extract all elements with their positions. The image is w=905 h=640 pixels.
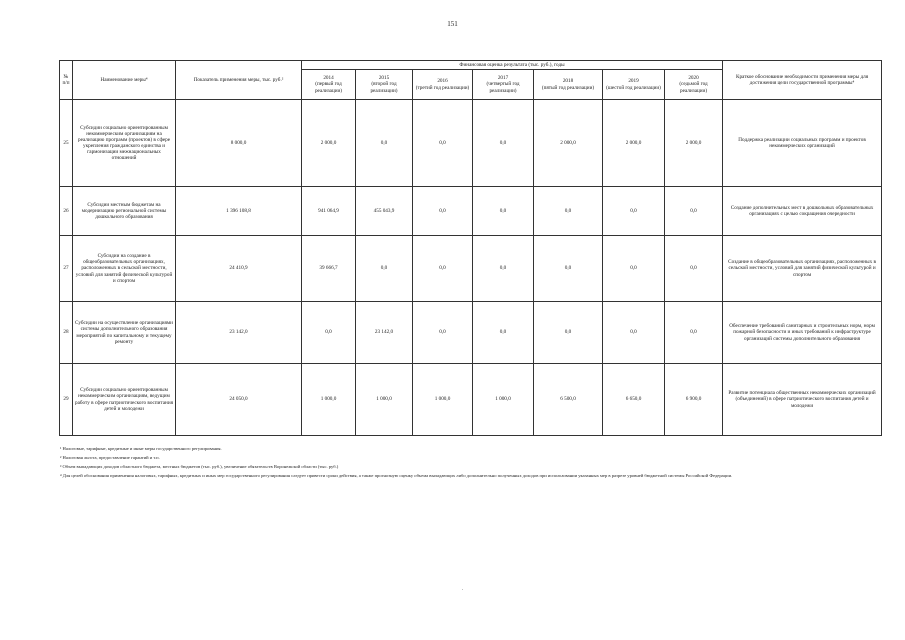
row-value: 6 650,0 — [603, 364, 665, 436]
row-value: 0,0 — [534, 302, 603, 364]
row-value: 0,0 — [534, 236, 603, 302]
row-value: 1 000,0 — [413, 364, 473, 436]
row-value: 455 043,9 — [356, 187, 413, 236]
header-year-label: 2015 — [378, 75, 390, 82]
header-year-2019 — [603, 70, 665, 100]
row-value: 0,0 — [665, 236, 723, 302]
row-value: 6 500,0 — [534, 364, 603, 436]
header-year-2015 — [356, 70, 413, 100]
row-value: 1 000,0 — [356, 364, 413, 436]
footnote-3: ³ Объем выпадающих доходов областного бюджета, местных бюджетов (тыс. руб.), увеличение обязательств Воронежской области (тыс. руб.) — [60, 463, 339, 469]
header-year-note: (второй год реализации) — [370, 81, 398, 94]
table-row — [60, 187, 882, 236]
header-year-2014 — [302, 70, 356, 100]
header-year-2018 — [534, 70, 603, 100]
header-year-label: 2014 — [323, 75, 334, 82]
header-year-2016 — [413, 70, 473, 100]
table-row — [60, 302, 882, 364]
row-value: 0,0 — [603, 236, 665, 302]
row-num: 26 — [60, 187, 73, 236]
row-value: 0,0 — [534, 187, 603, 236]
row-num: 29 — [60, 364, 73, 436]
header-justification: Краткое обоснование необходимости применения меры для достижения цели государственной программы⁴ — [723, 61, 882, 100]
row-value: 0,0 — [413, 100, 473, 187]
row-value: 23 142,0 — [356, 302, 413, 364]
row-value: 0,0 — [473, 187, 534, 236]
header-year-note: (третий год реализации) — [415, 84, 470, 91]
row-num: 28 — [60, 302, 73, 364]
header-year-label: 2018 — [562, 78, 574, 85]
row-justification: Обеспечение требований санитарных и строительных норм, норм пожарной безопасности и иных требований к инфраструктуре организаций системы дополнительного образования — [723, 302, 882, 364]
row-value: 0,0 — [603, 302, 665, 364]
header-year-note: (пятый год реализации) — [541, 84, 595, 91]
row-value: 39 666,7 — [302, 236, 356, 302]
row-name: Субсидии на осуществление организациями системы дополнительного образования мероприятий по капитальному и текущему ремонту — [73, 302, 176, 364]
row-indicator: 23 142,0 — [176, 302, 302, 364]
table-body — [60, 100, 882, 436]
header-year-label: 2019 — [628, 78, 639, 85]
footnotes — [60, 446, 882, 482]
row-value: 1 000,0 — [473, 364, 534, 436]
row-value: 0,0 — [473, 302, 534, 364]
footnote-2: ² Налоговая льгота, предоставление гарантий и т.п. — [60, 454, 160, 460]
header-year-note: (седьмой год реализации) — [679, 81, 708, 94]
row-justification: Создание дополнительных мест в дошкольных образовательных организациях с целью сокращения очередности — [723, 187, 882, 236]
row-name: Субсидии на создание в общеобразовательных организациях, расположенных в сельской местности, условий для занятий физической культурой и спортом — [73, 236, 176, 302]
table-row — [60, 236, 882, 302]
header-year-2020 — [665, 70, 723, 100]
row-justification: Создание в общеобразовательных организациях, расположенных в сельской местности, условий для занятий физической культурой и спортом — [723, 236, 882, 302]
header-year-label: 2020 — [688, 75, 699, 82]
row-name: Субсидии социально ориентированным некоммерческим организациям на реализацию программ (проектов) в сфере укрепления гражданского единства и гармонизации межнациональных отношений — [73, 100, 176, 187]
row-name: Субсидии социально ориентированным некоммерческим организациям, ведущим работу в сфере патриотического воспитания детей и молодежи — [73, 364, 176, 436]
row-indicator: 24 050,0 — [176, 364, 302, 436]
row-num: 27 — [60, 236, 73, 302]
row-value: 941 064,9 — [302, 187, 356, 236]
row-value: 0,0 — [665, 187, 723, 236]
header-year-note: (первый год реализации) — [314, 81, 343, 94]
row-value: 0,0 — [356, 100, 413, 187]
row-value: 2 000,0 — [302, 100, 356, 187]
row-value: 0,0 — [413, 302, 473, 364]
row-value: 0,0 — [473, 100, 534, 187]
row-justification: Развитие потенциала общественных некоммерческих организаций (объединений) в сфере патриотического воспитания детей и молодежи — [723, 364, 882, 436]
header-name: Наименование меры⁴ — [73, 61, 176, 100]
header-year-2017 — [473, 70, 534, 100]
footnote-4: ⁴ Для целей обоснования применения налоговых, тарифных, кредитных и иных мер государственного регулирования следует привести сроки действия, а также прогнозную оценку объема выпадающих либо дополнительно полученных доходов при использовании указанных мер в разрезе уровней бюджетной системы Российской Федерации. — [60, 472, 733, 478]
row-indicator: 24 410,9 — [176, 236, 302, 302]
row-value: 0,0 — [302, 302, 356, 364]
header-financial: Финансовая оценка результата (тыс. руб.), годы — [302, 61, 723, 70]
row-value: 0,0 — [665, 302, 723, 364]
row-num: 25 — [60, 100, 73, 187]
row-value: 0,0 — [413, 236, 473, 302]
table-row — [60, 364, 882, 436]
header-year-label: 2017 — [497, 75, 509, 82]
row-value: 1 000,0 — [302, 364, 356, 436]
row-value: 2 000,0 — [534, 100, 603, 187]
header-year-label: 2016 — [437, 78, 448, 85]
row-name: Субсидии местным бюджетам на модернизацию региональной системы дошкольного образования — [73, 187, 176, 236]
header-year-note: (шестой год реализации) — [606, 84, 661, 91]
row-value: 2 000,0 — [665, 100, 723, 187]
row-value: 0,0 — [603, 187, 665, 236]
header-num: № п/п — [60, 61, 73, 100]
stray-mark: . — [462, 587, 464, 592]
row-value: 0,0 — [473, 236, 534, 302]
row-indicator: 1 396 108,8 — [176, 187, 302, 236]
row-value: 0,0 — [413, 187, 473, 236]
row-justification: Поддержка реализации социальных программ и проектов некоммерческих организаций — [723, 100, 882, 187]
page-number: 151 — [447, 20, 458, 28]
row-value: 0,0 — [356, 236, 413, 302]
header-indicator: Показатель применения меры, тыс. руб.² — [176, 61, 302, 100]
header-year-note: (четвертый год реализации) — [486, 81, 520, 94]
row-indicator: 8 000,0 — [176, 100, 302, 187]
row-value: 6 900,0 — [665, 364, 723, 436]
measures-table — [59, 60, 882, 436]
table-row — [60, 100, 882, 187]
footnote-1: ¹ Налоговые, тарифные, кредитные и иные меры государственного регулирования. — [60, 446, 222, 451]
row-value: 2 000,0 — [603, 100, 665, 187]
